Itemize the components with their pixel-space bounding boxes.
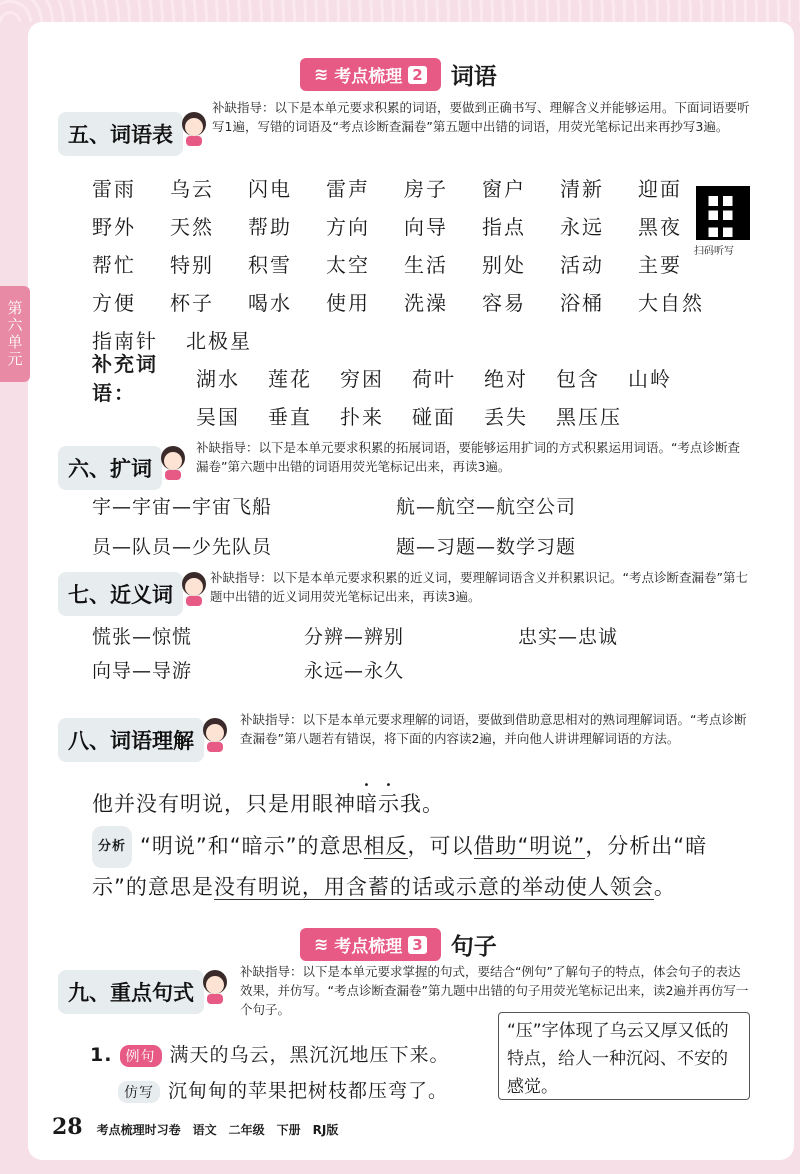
sec5-label: 五、词语表 [58,112,183,156]
supp-label: 补充词语： [92,352,158,405]
word: 帮助 [248,214,292,239]
word: 扑来 [340,404,384,429]
dotted-char: 暗 [356,792,378,816]
qr-code[interactable] [696,186,750,240]
expand-item: 宇—宇宙—宇宙飞船 [92,496,273,518]
wave-icon: ≋ [314,934,329,955]
word: 主要 [638,252,682,277]
word: 黑夜 [638,214,682,239]
sec8-category [58,718,232,762]
top-border-decoration [0,0,800,22]
word: 包含 [556,366,600,391]
synonym-item: 分辨—辨别 [304,626,405,648]
expand-item: 题—习题—数学习题 [396,536,577,558]
sec6-category [58,446,190,490]
expand-item: 航—航空—航空公司 [396,496,577,518]
girl-avatar-icon [177,108,211,148]
sec5-word-list [92,168,716,358]
word: 莲花 [268,366,312,391]
word: 永远 [560,214,604,239]
word: 丢失 [484,404,528,429]
sec9-example [90,1040,450,1067]
page-footer [52,1114,338,1140]
section3-header [300,928,497,961]
section2-pill-text: 考点梳理 [334,67,403,87]
section3-title: 句子 [450,934,497,960]
sec9-guide: 补缺指导：以下是本单元要求掌握的句式，要结合“例句”了解句子的特点，体会句子的表达效果，并仿写。“考点诊断查漏卷”第九题中出错的句子用荧光笔标记出来，读2遍并再仿写一个句子。 [240,964,749,1017]
synonym-item: 永远—永久 [304,660,405,682]
example-sentence: 满天的乌云，黑沉沉地压下来。 [169,1044,450,1066]
section3-num: 3 [408,936,426,954]
word: 太空 [326,252,370,277]
expand-item: 员—队员—少先队员 [92,536,273,558]
page-number: 28 [52,1114,83,1140]
sec8-guide: 补缺指导：以下是本单元要求理解的词语，要做到借助意思相对的熟词理解词语。“考点诊断查漏卷”第八题若有错误，将下面的内容读2遍，并向他人讲讲理解词语的方法。 [240,712,747,746]
word: 帮忙 [92,252,136,277]
sec6-label: 六、扩词 [58,446,162,490]
example-note-box: “压”字体现了乌云又厚又低的特点，给人一种沉闷、不安的感觉。 [498,1012,750,1100]
unit-side-tab: 第六单元 [0,286,30,382]
sec5-category [58,112,211,156]
analysis-text: ，分析出“暗 [585,834,708,858]
example-tag: 例句 [120,1045,162,1067]
sec5-supplement [92,352,700,434]
word: 方便 [92,290,136,315]
word: 特别 [170,252,214,277]
girl-avatar-icon [156,442,190,482]
word-row [92,168,716,206]
wave-icon: ≋ [314,64,329,85]
section2-header [300,58,497,91]
sec9-label: 九、重点句式 [58,970,204,1014]
word: 浴桶 [560,290,604,315]
word: 黑压压 [556,404,622,429]
analysis-text: 示”的意思是 [92,875,214,899]
word-row [92,244,716,282]
word: 使用 [326,290,370,315]
imitate-tag: 仿写 [118,1081,160,1103]
analysis-underline: 相反 [363,834,408,858]
word: 生活 [404,252,448,277]
sentence-part: 我。 [400,792,444,816]
item-number: 1. [90,1044,113,1066]
word: 碰面 [412,404,456,429]
dotted-char: 示 [378,792,400,816]
word: 别处 [482,252,526,277]
sentence-part: 他并没有明说，只是用眼神 [92,792,356,816]
book-info: 考点梳理时习卷 语文 二年级 下册 RJ版 [96,1123,339,1137]
word: 天然 [170,214,214,239]
word: 积雪 [248,252,292,277]
qr-label: 扫码听写 [694,246,734,257]
section3-pill-text: 考点梳理 [334,937,403,957]
word: 荷叶 [412,366,456,391]
word: 指南针 [92,328,158,353]
word: 向导 [404,214,448,239]
sec5-guide: 补缺指导：以下是本单元要求积累的词语，要做到正确书写、理解含义并能够运用。下面词语要听写1遍，写错的词语及“考点诊断查漏卷”第五题中出错的词语，用荧光笔标记出来再抄写3遍。 [212,100,750,134]
word: 乌云 [170,176,214,201]
word: 洗澡 [404,290,448,315]
sec8-sentence [92,788,444,818]
girl-avatar-icon [198,966,232,1006]
girl-avatar-icon [177,568,211,608]
word: 方向 [326,214,370,239]
word: 活动 [560,252,604,277]
word-row [92,206,716,244]
word: 杯子 [170,290,214,315]
synonym-item: 向导—导游 [92,660,193,682]
word: 吴国 [196,404,240,429]
word: 迎面 [638,176,682,201]
word: 垂直 [268,404,312,429]
section2-title: 词语 [450,64,497,90]
sec7-guide: 补缺指导：以下是本单元要求积累的近义词，要理解词语含义并积累识记。“考点诊断查漏卷”第七题中出错的近义词用荧光笔标记出来，再读3遍。 [210,570,748,604]
word: 雷雨 [92,176,136,201]
sec8-label: 八、词语理解 [58,718,204,762]
sec7-label: 七、近义词 [58,572,183,616]
word: 绝对 [484,366,528,391]
word: 穷困 [340,366,384,391]
word: 雷声 [326,176,370,201]
analysis-underline: 借助“明说” [473,834,586,858]
sec6-guide: 补缺指导：以下是本单元要求积累的拓展词语，要能够运用扩词的方式积累运用词语。“考点诊断查漏卷”第六题中出错的词语用荧光笔标记出来，再读3遍。 [196,440,740,474]
section2-pill [300,58,441,91]
supp-row [92,352,700,405]
word: 山岭 [628,366,672,391]
word: 指点 [482,214,526,239]
word: 湖水 [196,366,240,391]
analysis-underline: 没有明说，用含蓄的话或示意的举动使人领会 [213,875,654,899]
imitate-sentence: 沉甸甸的苹果把树枝都压弯了。 [168,1080,449,1102]
sec9-category [58,970,232,1014]
word: 闪电 [248,176,292,201]
word: 清新 [560,176,604,201]
word-row [92,282,716,320]
word: 大自然 [638,290,704,315]
word: 野外 [92,214,136,239]
word: 北极星 [186,328,252,353]
analysis-text: “明说”和“暗示”的意思 [140,834,364,858]
word: 房子 [404,176,448,201]
analysis-text: ，可以 [407,834,474,858]
sec9-imitate [118,1076,448,1103]
analysis-text: 。 [653,875,676,899]
word: 窗户 [482,176,526,201]
analysis-tag: 分析 [92,826,132,868]
sec8-analysis [92,826,756,906]
girl-avatar-icon [198,714,232,754]
section2-num: 2 [408,66,426,84]
word: 容易 [482,290,526,315]
synonym-item: 慌张—惊慌 [92,626,193,648]
synonym-item: 忠实—忠诚 [518,626,619,648]
section3-pill [300,928,441,961]
word: 喝水 [248,290,292,315]
sec7-category [58,572,211,616]
